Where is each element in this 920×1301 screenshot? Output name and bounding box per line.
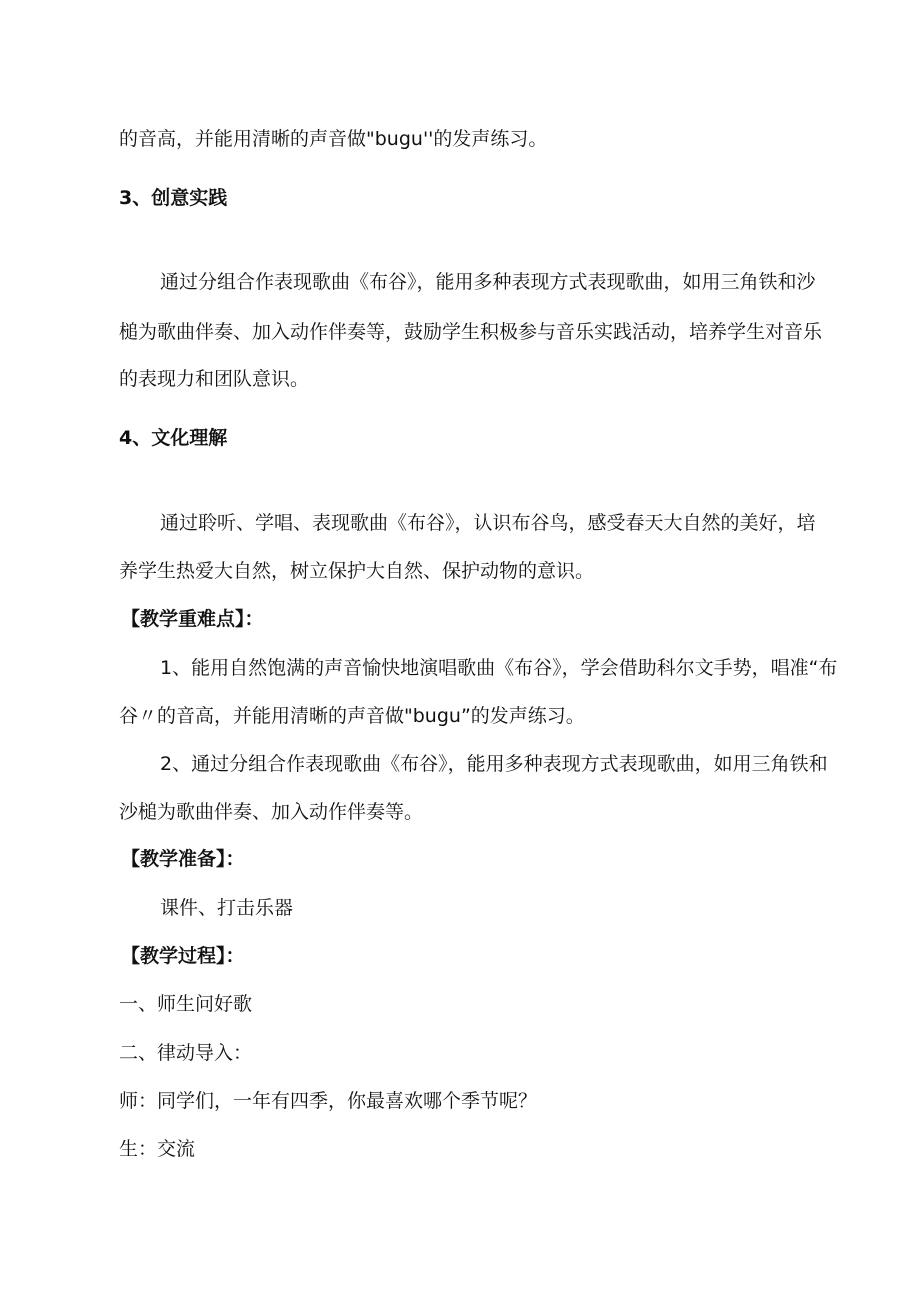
section-heading-preparation: 【教学准备】： — [121, 848, 245, 870]
section-heading-cultural-understanding: 4、文化理解 — [119, 427, 228, 449]
paragraph-line: 沙槌为歌曲伴奏、加入动作伴奏等。 — [119, 801, 424, 823]
section-heading-process: 【教学过程】： — [121, 945, 245, 967]
paragraph-line: 的音高，并能用清晰的声音做"bugu''的发声练习。 — [119, 128, 548, 150]
paragraph-line: 师：同学们，一年有四季，你最喜欢哪个季节呢？ — [119, 1090, 538, 1112]
paragraph-line: 通过聆听、学唱、表现歌曲《布谷》，认识布谷鸟，感受春天大自然的美好，培 — [160, 512, 816, 534]
paragraph-line: 2、通过分组合作表现歌曲《布谷》，能用多种表现方式表现歌曲，如用三角铁和 — [160, 753, 828, 775]
paragraph-line: 槌为歌曲伴奏、加入动作伴奏等，鼓励学生积极参与音乐实践活动，培养学生对音乐 — [119, 321, 823, 343]
paragraph-line: 养学生热爱大自然，树立保护大自然、保护动物的意识。 — [119, 560, 595, 582]
section-heading-key-points: 【教学重难点】： — [121, 608, 264, 630]
paragraph-line: 的表现力和团队意识。 — [119, 368, 310, 390]
paragraph-line: 1、能用自然饱满的声音愉快地演唱歌曲《布谷》，学会借助科尔文手势，唱准“布 — [160, 657, 838, 679]
paragraph-line: 一、师生问好歌 — [119, 993, 253, 1015]
paragraph-line: 课件、打击乐器 — [160, 897, 294, 919]
section-heading-creative-practice: 3、创意实践 — [119, 187, 228, 209]
paragraph-line: 通过分组合作表现歌曲《布谷》，能用多种表现方式表现歌曲，如用三角铁和沙 — [160, 271, 816, 293]
paragraph-line: 生：交流 — [119, 1138, 196, 1160]
paragraph-line: 二、律动导入： — [119, 1042, 253, 1064]
paragraph-line: 谷〃的音高，并能用清晰的声音做"bugu”的发声练习。 — [119, 705, 585, 727]
